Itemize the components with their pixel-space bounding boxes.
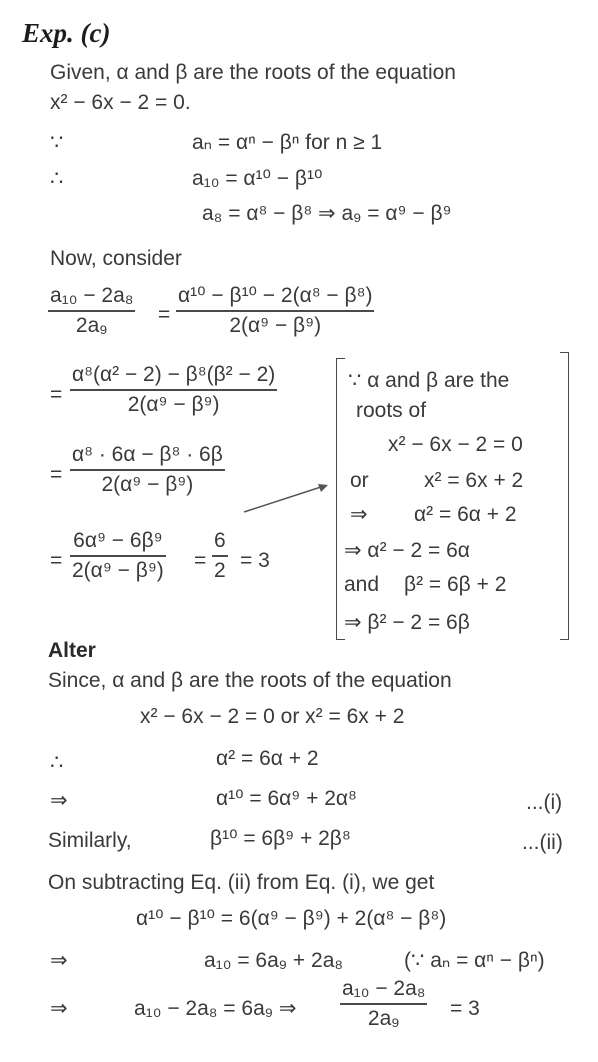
- lhs-numerator: a₁₀ − 2a₈: [50, 284, 134, 307]
- step4-fraction: [70, 530, 166, 582]
- intro-line-1: Given, α and β are the roots of the equation: [50, 61, 456, 84]
- note-line-8: ⇒ β² − 2 = 6β: [344, 611, 470, 634]
- step2-denominator: 2(α⁹ − β⁹): [127, 392, 220, 416]
- implies-symbol: ⇒: [350, 503, 368, 526]
- equals-sign: =: [194, 549, 207, 572]
- equals-sign: =: [50, 383, 63, 406]
- note-and-label: and: [344, 573, 380, 596]
- lhs-denominator: 2a₉: [75, 313, 108, 337]
- rhs-numerator: α¹⁰ − β¹⁰ − 2(α⁸ − β⁸): [178, 284, 373, 307]
- note-or-label: or: [350, 469, 369, 492]
- alter-step-1: α² = 6α + 2: [216, 747, 319, 770]
- alter-line-2: x² − 6x − 2 = 0 or x² = 6x + 2: [140, 705, 405, 728]
- alter-step-2: α¹⁰ = 6α⁹ + 2α⁸: [216, 787, 357, 810]
- note-line-2: roots of: [356, 399, 427, 422]
- alter-step-5: α¹⁰ − β¹⁰ = 6(α⁹ − β⁹) + 2(α⁸ − β⁸): [136, 907, 447, 930]
- note-line-4: x² = 6x + 2: [424, 469, 524, 492]
- definition-a8-a9: a₈ = α⁸ − β⁸ ⇒ a₉ = α⁹ − β⁹: [202, 202, 452, 225]
- step2-fraction: [70, 364, 277, 416]
- six-over-two-fraction: [212, 530, 228, 582]
- note-bracket-right: [560, 352, 569, 640]
- alter-step-3: β¹⁰ = 6β⁹ + 2β⁸: [210, 827, 351, 850]
- two-denominator: 2: [214, 558, 226, 582]
- final-fraction: [340, 978, 427, 1030]
- rhs-fraction: [176, 285, 374, 337]
- implies-symbol: ⇒: [50, 789, 68, 812]
- equals-sign: =: [158, 303, 171, 326]
- intro-equation: x² − 6x − 2 = 0.: [50, 91, 191, 114]
- alter-step-4: On subtracting Eq. (ii) from Eq. (i), we get: [48, 871, 435, 894]
- implies-symbol: ⇒: [50, 949, 68, 972]
- note-line-1: ∵ α and β are the: [348, 369, 510, 392]
- final-numerator: a₁₀ − 2a₈: [342, 977, 426, 1000]
- note-line-7: β² = 6β + 2: [404, 573, 507, 596]
- note-line-3: x² − 6x − 2 = 0: [388, 433, 523, 456]
- step3-numerator: α⁸ · 6α − β⁸ · 6β: [72, 443, 223, 466]
- alter-step-7: a₁₀ − 2a₈ = 6a₉ ⇒: [134, 997, 297, 1020]
- final-result: = 3: [450, 997, 480, 1020]
- rhs-denominator: 2(α⁹ − β⁹): [229, 313, 322, 337]
- implies-symbol: ⇒: [50, 997, 68, 1020]
- six-numerator: 6: [214, 529, 226, 552]
- definition-an: aₙ = αⁿ − βⁿ for n ≥ 1: [192, 131, 383, 154]
- now-consider-text: Now, consider: [50, 247, 182, 270]
- equals-sign: =: [50, 463, 63, 486]
- therefore-symbol: ∴: [50, 167, 64, 190]
- final-result: = 3: [240, 549, 270, 572]
- alter-step-6: a₁₀ = 6a₉ + 2a₈: [204, 949, 344, 972]
- step4-numerator: 6α⁹ − 6β⁹: [73, 529, 163, 552]
- pointer-arrow: [240, 478, 335, 518]
- since-symbol: ∵: [50, 131, 64, 154]
- final-denominator: 2a₉: [367, 1006, 400, 1030]
- note-line-6: ⇒ α² − 2 = 6α: [344, 539, 470, 562]
- similarly-label: Similarly,: [48, 829, 132, 852]
- lhs-fraction: [48, 285, 135, 337]
- therefore-symbol: ∴: [50, 751, 64, 774]
- note-bracket-left: [336, 358, 345, 640]
- step3-denominator: 2(α⁹ − β⁹): [101, 472, 194, 496]
- alter-line-1: Since, α and β are the roots of the equation: [48, 669, 452, 692]
- equals-sign: =: [50, 549, 63, 572]
- step2-numerator: α⁸(α² − 2) − β⁸(β² − 2): [72, 363, 276, 386]
- step4-denominator: 2(α⁹ − β⁹): [72, 558, 164, 582]
- alter-step-6-note: (∵ aₙ = αⁿ − βⁿ): [404, 949, 545, 972]
- equation-tag-ii: ...(ii): [522, 831, 563, 854]
- definition-a10: a₁₀ = α¹⁰ − β¹⁰: [192, 167, 323, 190]
- equation-tag-i: ...(i): [526, 791, 563, 814]
- alter-title: Alter: [48, 639, 96, 662]
- note-line-5: α² = 6α + 2: [414, 503, 517, 526]
- solution-heading: Exp. (c): [22, 18, 111, 48]
- step3-fraction: [70, 444, 225, 496]
